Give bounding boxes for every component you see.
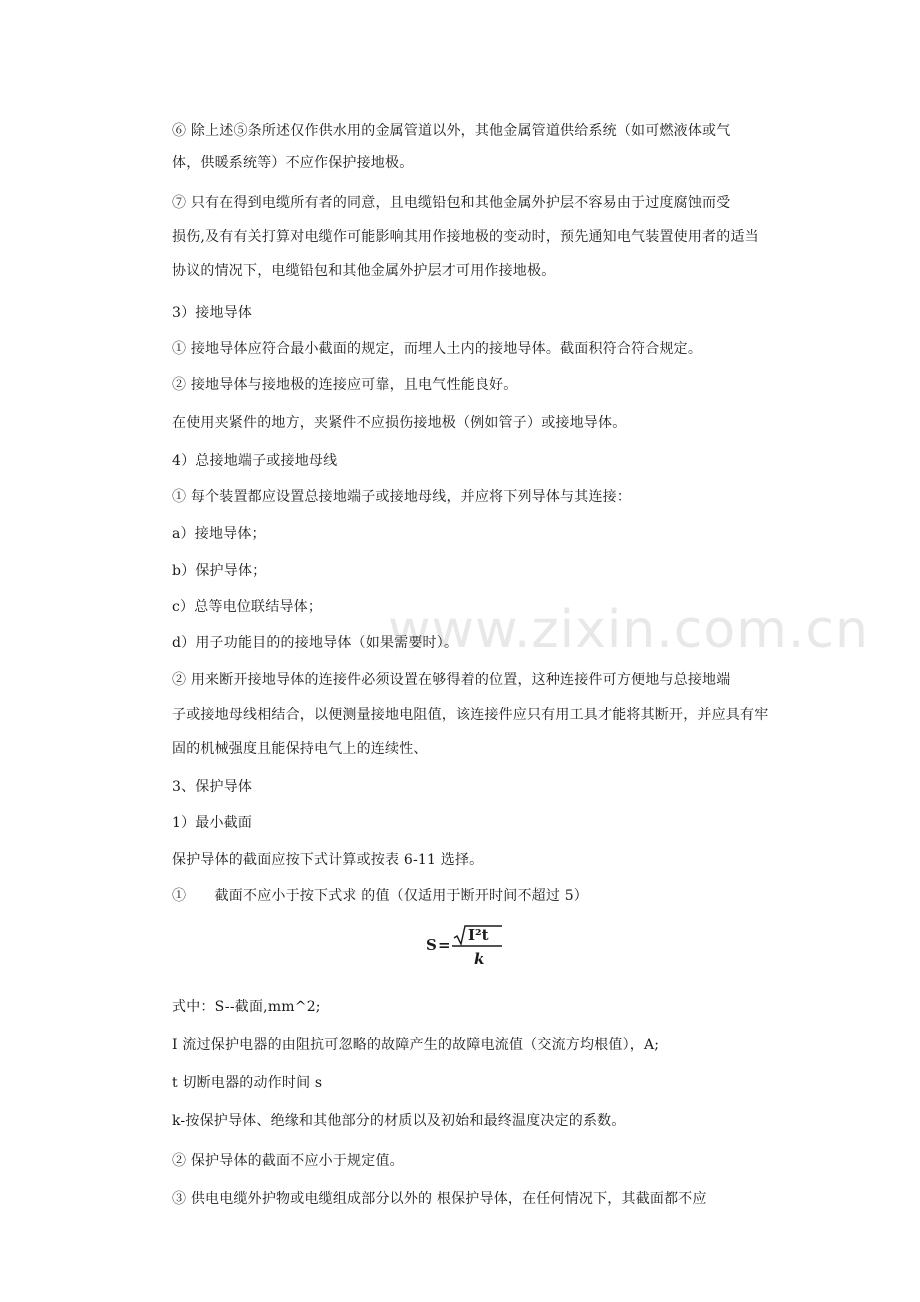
paragraph-line: 固的机械强度且能保持电气上的连续性、 (172, 741, 428, 757)
formula-equals: = (438, 936, 451, 954)
paragraph-line: ① 接地导体应符合最小截面的规定，而埋人土内的接地导体。截面积符合符合规定。 (172, 341, 703, 357)
list-item: a）接地导体； (172, 526, 266, 542)
section-heading: 4）总接地端子或接地母线 (172, 453, 338, 469)
list-item: b）保护导体； (172, 563, 267, 579)
section-heading: 3、保护导体 (172, 779, 253, 795)
paragraph-line: 在使用夹紧件的地方，夹紧件不应损伤接地极（例如管子）或接地导体。 (172, 415, 627, 431)
paragraph-line: 损伤,及有有关打算对电缆作可能影响其用作接地极的变动时，预先通知电气装置使用者的适当 (172, 229, 759, 245)
paragraph-line: ⑦ 只有在得到电缆所有者的同意，且电缆铅包和其他金属外护层不容易由于过度腐蚀而受 (172, 195, 731, 211)
paragraph-line: I 流过保护电器的由阻抗可忽略的故障产生的故障电流值（交流方均根值），A; (172, 1037, 660, 1053)
paragraph-line: t 切断电器的动作时间 s (172, 1075, 323, 1091)
paragraph-line: 协议的情况下，电缆铅包和其他金属外护层才可用作接地极。 (172, 263, 556, 279)
formula-numerator: I²t (468, 926, 489, 944)
paragraph-line: 保护导体的截面应按下式计算或按表 6-11 选择。 (172, 852, 484, 868)
paragraph-line: 式中：S--截面,mm^2; (172, 999, 321, 1015)
paragraph-line: ② 保护导体的截面不应小于规定值。 (172, 1153, 404, 1169)
paragraph-line: ② 接地导体与接地极的连接应可靠，且电气性能良好。 (172, 377, 518, 393)
paragraph-line: k-按保护导体、绝缘和其他部分的材质以及初始和最终温度决定的系数。 (172, 1113, 626, 1129)
section-heading: 3）接地导体 (172, 305, 253, 321)
section-heading: 1）最小截面 (172, 815, 253, 831)
watermark: www.zixin.com.cn (388, 600, 869, 660)
formula-lhs: S (426, 936, 437, 954)
paragraph-line: ② 用来断开接地导体的连接件必须设置在够得着的位置，这种连接件可方便地与总接地端 (172, 672, 731, 688)
paragraph-line: 体，供暖系统等）不应作保护接地极。 (172, 155, 414, 171)
formula-denominator: k (474, 950, 485, 968)
formula (424, 920, 504, 970)
paragraph-line: ① 截面不应小于按下式求 的值（仅适用于断开时间不超过 5） (172, 888, 589, 904)
paragraph-line: 子或接地母线相结合，以便测量接地电阻值，该连接件应只有用工具才能将其断开，并应具有牢 (172, 707, 769, 723)
list-item: d）用子功能目的的接地导体（如果需要时）。 (172, 635, 459, 651)
list-item: c）总等电位联结导体； (172, 599, 323, 615)
paragraph-line: ③ 供电电缆外护物或电缆组成部分以外的 根保护导体，在任何情况下，其截面都不应 (172, 1191, 707, 1207)
paragraph-line: ① 每个装置都应设置总接地端子或接地母线，并应将下列导体与其连接： (172, 489, 632, 505)
paragraph-line: ⑥ 除上述⑤条所述仅作供水用的金属管道以外，其他金属管道供给系统（如可燃液体或气 (172, 123, 731, 139)
